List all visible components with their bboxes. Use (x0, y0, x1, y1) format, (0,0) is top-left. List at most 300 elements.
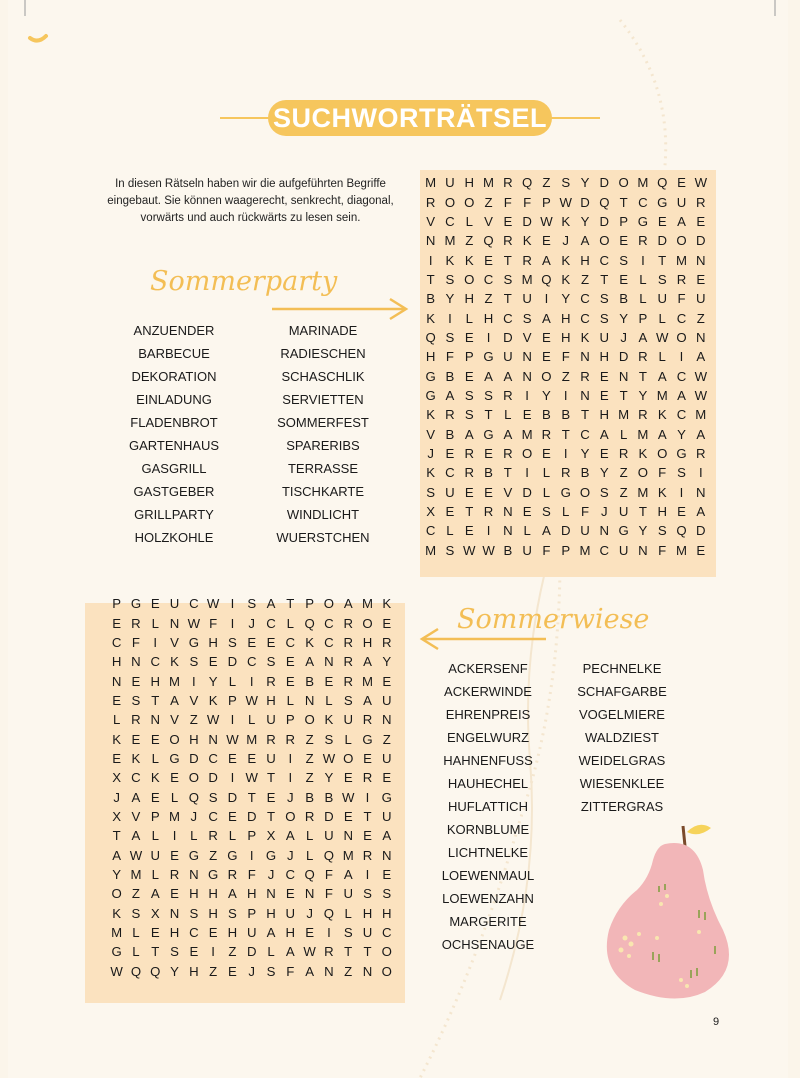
grid-cell: Z (305, 750, 314, 766)
grid-cell: I (365, 866, 370, 882)
grid-cell: E (285, 654, 295, 670)
grid-cell: B (305, 673, 315, 689)
grid-cell: K (426, 310, 436, 326)
grid-cell: I (448, 310, 452, 326)
grid-cell: M (169, 673, 181, 689)
grid-cell: L (228, 673, 237, 689)
grid-cell: U (246, 925, 257, 941)
grid-cell: Y (638, 387, 648, 403)
grid-cell: V (189, 692, 199, 708)
word-item: EHRENPREIS (445, 707, 531, 722)
grid-cell: E (542, 349, 551, 365)
grid-row (107, 710, 396, 729)
grid-cell: O (676, 233, 687, 249)
grid-cell: O (304, 712, 315, 728)
grid-cell: M (362, 596, 373, 612)
grid-cell: A (638, 329, 648, 345)
grid-cell: E (599, 387, 609, 403)
grid-cell: Y (382, 654, 392, 670)
grid-cell: F (503, 194, 512, 210)
grid-cell: S (131, 905, 141, 921)
word-item: KORNBLUME (446, 822, 530, 837)
grid-cell: Y (542, 387, 551, 403)
word-item: HUFLATTICH (448, 799, 528, 814)
word-item: SOMMERFEST (277, 415, 369, 430)
grid-cell: A (542, 252, 551, 268)
grid-cell: I (525, 387, 529, 403)
grid-cell: K (445, 252, 455, 268)
grid-cell: E (382, 770, 392, 786)
grid-cell: I (544, 291, 549, 307)
grid-cell: H (189, 963, 199, 979)
grid-cell: P (150, 808, 160, 824)
grid-cell: K (657, 407, 667, 423)
grid-cell: E (382, 866, 392, 882)
grid-cell: C (208, 808, 218, 824)
grid-cell: L (170, 789, 179, 805)
grid-cell: E (228, 750, 237, 766)
grid-cell: I (525, 465, 529, 481)
grid-cell: N (169, 905, 180, 921)
grid-cell: R (343, 673, 353, 689)
grid-cell: C (676, 310, 687, 326)
grid-cell: M (425, 175, 437, 191)
grid-cell: F (658, 465, 667, 481)
grid-cell: B (445, 426, 455, 442)
grid-cell: E (464, 368, 474, 384)
grid-row (107, 962, 396, 981)
grid-cell: D (599, 213, 610, 229)
grid-cell: C (503, 310, 513, 326)
grid-cell: R (503, 387, 513, 403)
grid-cell: P (305, 596, 315, 612)
grid-cell: E (189, 944, 199, 960)
grid-cell: L (190, 828, 198, 844)
grid-row (107, 729, 396, 748)
grid-cell: E (464, 329, 474, 345)
grid-cell: E (285, 886, 295, 902)
grid-cell: K (150, 770, 160, 786)
grid-cell: G (637, 213, 649, 229)
grid-cell: H (227, 925, 238, 941)
grid-cell: J (601, 504, 608, 520)
grid-cell: R (503, 233, 513, 249)
grid-cell: Z (209, 847, 218, 863)
grid-cell: L (446, 523, 454, 539)
grid-cell: L (542, 484, 551, 500)
grid-cell: S (522, 310, 532, 326)
grid-cell: N (343, 828, 353, 844)
grid-cell: G (188, 847, 199, 863)
puzzle1-wordlist-right (268, 319, 378, 549)
grid-cell: R (227, 866, 238, 882)
grid-cell: J (190, 808, 198, 824)
puzzle2-title: Sommerwiese (457, 604, 650, 635)
grid-cell: N (266, 886, 276, 902)
grid-cell: O (541, 368, 552, 384)
grid-row (107, 942, 396, 961)
puzzle1-grid (421, 173, 710, 560)
grid-row (421, 270, 710, 289)
grid-cell: Z (189, 712, 198, 728)
word-item: FLADENBROT (130, 415, 218, 430)
grid-cell: B (503, 542, 513, 558)
grid-cell: L (344, 731, 352, 747)
grid-cell: A (657, 426, 667, 442)
grid-cell: E (343, 808, 353, 824)
grid-cell: G (425, 387, 436, 403)
grid-row (421, 483, 710, 502)
grid-cell: F (677, 291, 686, 307)
grid-cell: H (246, 886, 257, 902)
grid-cell: E (247, 750, 257, 766)
grid-cell: C (285, 866, 296, 882)
grid-cell: W (341, 789, 355, 805)
word-item: VOGELMIERE (579, 707, 665, 722)
grid-cell: A (484, 368, 493, 384)
word-item: GRILLPARTY (134, 507, 214, 522)
grid-cell: R (169, 866, 180, 882)
grid-row (421, 328, 710, 347)
grid-cell: V (503, 484, 513, 500)
grid-cell: U (362, 925, 373, 941)
grid-cell: Z (580, 271, 590, 287)
grid-cell: L (112, 712, 121, 728)
grid-cell: I (172, 828, 177, 844)
grid-cell: S (657, 523, 667, 539)
grid-cell: Z (382, 731, 391, 747)
grid-cell: J (427, 445, 434, 461)
grid-cell: B (542, 407, 551, 423)
grid-cell: Q (483, 233, 494, 249)
grid-cell: K (112, 731, 122, 747)
grid-cell: H (599, 407, 610, 423)
word-item: PECHNELKE (582, 661, 662, 676)
grid-cell: A (445, 387, 455, 403)
grid-cell: L (305, 828, 314, 844)
grid-cell: P (247, 828, 257, 844)
grid-cell: A (305, 654, 315, 670)
grid-cell: Q (304, 866, 315, 882)
grid-cell: M (637, 175, 649, 191)
grid-cell: U (445, 484, 455, 500)
grid-cell: H (208, 886, 218, 902)
grid-cell: X (112, 770, 122, 786)
grid-cell: A (266, 596, 276, 612)
grid-cell: P (228, 692, 237, 708)
grid-cell: S (445, 329, 455, 345)
grid-row (421, 444, 710, 463)
grid-cell: Y (561, 291, 571, 307)
grid-cell: G (618, 523, 629, 539)
grid-cell: V (131, 808, 141, 824)
grid-cell: G (130, 596, 142, 612)
grid-cell: K (305, 634, 315, 650)
grid-row (421, 192, 710, 211)
grid-cell: R (464, 445, 474, 461)
grid-cell: F (247, 866, 256, 882)
word-item: WINDLICHT (286, 507, 360, 522)
grid-cell: N (425, 233, 436, 249)
grid-cell: U (343, 712, 353, 728)
grid-cell: A (112, 847, 122, 863)
word-item: HOLZKOHLE (134, 530, 214, 545)
grid-cell: T (658, 252, 667, 268)
grid-cell: B (305, 789, 315, 805)
grid-cell: D (618, 349, 629, 365)
grid-cell: A (382, 828, 392, 844)
grid-cell: I (230, 712, 235, 728)
grid-cell: U (503, 349, 513, 365)
grid-cell: T (363, 944, 372, 960)
grid-cell: H (362, 905, 373, 921)
grid-cell: F (658, 542, 667, 558)
grid-cell: W (559, 194, 572, 210)
grid-cell: S (170, 944, 179, 960)
grid-cell: K (561, 271, 571, 287)
grid-cell: D (560, 523, 571, 539)
grid-cell: G (483, 426, 494, 442)
grid-cell: Z (305, 770, 314, 786)
grid-cell: E (522, 407, 532, 423)
grid-cell: F (542, 542, 551, 558)
grid-cell: N (111, 673, 122, 689)
grid-cell: I (679, 484, 684, 500)
grid-cell: U (266, 750, 276, 766)
grid-cell: E (464, 484, 474, 500)
puzzle2-wordlist-left (432, 657, 544, 956)
word-item: SCHAFGARBE (577, 684, 667, 699)
grid-cell: C (599, 252, 610, 268)
grid-cell: T (286, 596, 295, 612)
grid-cell: F (561, 349, 570, 365)
grid-cell: E (542, 233, 551, 249)
grid-cell: S (343, 925, 353, 941)
grid-cell: U (522, 291, 532, 307)
grid-row (107, 633, 396, 652)
grid-cell: K (324, 712, 334, 728)
arrow-left-icon (418, 626, 550, 652)
grid-cell: R (304, 808, 315, 824)
grid-cell: E (112, 615, 122, 631)
grid-row (421, 463, 710, 482)
grid-cell: R (362, 712, 373, 728)
grid-cell: N (169, 615, 180, 631)
grid-cell: E (542, 329, 551, 345)
grid-cell: T (363, 808, 372, 824)
grid-cell: E (464, 523, 474, 539)
grid-cell: E (363, 750, 372, 766)
grid-cell: F (209, 615, 218, 631)
grid-row (421, 424, 710, 443)
grid-cell: A (343, 866, 353, 882)
grid-cell: Z (561, 368, 570, 384)
grid-cell: U (266, 712, 276, 728)
grid-cell: E (657, 213, 667, 229)
grid-cell: R (208, 828, 218, 844)
grid-cell: D (599, 175, 610, 191)
grid-cell: E (503, 213, 513, 229)
grid-cell: Z (696, 310, 705, 326)
grid-cell: I (486, 523, 491, 539)
grid-cell: T (503, 291, 512, 307)
grid-cell: Z (484, 194, 493, 210)
grid-cell: I (153, 634, 158, 650)
grid-row (107, 923, 396, 942)
grid-cell: W (226, 731, 239, 747)
grid-cell: V (484, 213, 493, 229)
grid-cell: B (324, 789, 334, 805)
grid-cell: U (343, 886, 353, 902)
grid-cell: M (362, 673, 373, 689)
grid-cell: Y (580, 213, 590, 229)
grid-cell: R (580, 368, 590, 384)
grid-cell: D (246, 808, 257, 824)
grid-cell: M (342, 847, 354, 863)
grid-cell: L (639, 291, 647, 307)
grid-cell: B (619, 291, 629, 307)
grid-cell: L (658, 310, 666, 326)
grid-cell: I (486, 329, 491, 345)
grid-cell: W (482, 542, 495, 558)
grid-row (107, 787, 396, 806)
grid-row (107, 691, 396, 710)
grid-cell: B (445, 368, 455, 384)
grid-cell: K (426, 407, 436, 423)
grid-cell: Z (465, 233, 474, 249)
grid-cell: I (563, 445, 568, 461)
word-item: LOEWENMAUL (441, 868, 535, 883)
grid-cell: I (288, 770, 293, 786)
grid-cell: T (580, 407, 590, 423)
grid-cell: R (541, 426, 552, 442)
grid-cell: H (362, 634, 373, 650)
grid-cell: U (285, 905, 296, 921)
grid-cell: A (696, 504, 706, 520)
grid-cell: H (189, 731, 199, 747)
grid-cell: T (503, 465, 512, 481)
grid-cell: L (504, 407, 512, 423)
grid-cell: D (657, 233, 667, 249)
grid-cell: L (248, 712, 256, 728)
grid-cell: T (561, 426, 570, 442)
grid-cell: S (503, 271, 513, 287)
grid-cell: Y (677, 426, 686, 442)
grid-cell: N (324, 963, 334, 979)
grid-cell: E (484, 484, 493, 500)
grid-cell: M (483, 175, 495, 191)
grid-cell: A (285, 944, 295, 960)
grid-cell: Z (209, 963, 218, 979)
grid-cell: E (247, 634, 257, 650)
grid-cell: A (677, 387, 686, 403)
grid-cell: E (228, 808, 237, 824)
grid-cell: R (343, 615, 353, 631)
grid-cell: W (187, 615, 201, 631)
grid-cell: K (657, 484, 667, 500)
grid-cell: B (484, 465, 493, 481)
grid-cell: M (521, 426, 533, 442)
grid-cell: O (657, 445, 668, 461)
grid-cell: C (599, 542, 610, 558)
grid-cell: O (381, 944, 392, 960)
grid-cell: W (245, 770, 258, 786)
grid-cell: I (428, 252, 433, 268)
grid-cell: B (580, 465, 590, 481)
grid-row (421, 308, 710, 327)
word-item: ACKERSENF (448, 661, 528, 676)
grid-cell: S (382, 886, 392, 902)
grid-cell: S (131, 692, 141, 708)
grid-cell: L (267, 944, 275, 960)
grid-cell: V (426, 213, 436, 229)
grid-cell: R (503, 445, 513, 461)
page-title: SUCHWORTRÄTSEL (268, 100, 552, 136)
grid-cell: E (343, 770, 353, 786)
grid-cell: E (677, 175, 686, 191)
grid-cell: M (521, 271, 533, 287)
grid-cell: V (426, 426, 436, 442)
grid-cell: K (561, 213, 571, 229)
grid-cell: S (464, 387, 474, 403)
grid-cell: I (211, 944, 215, 960)
grid-cell: L (619, 426, 628, 442)
grid-cell: G (483, 349, 494, 365)
grid-cell: G (362, 731, 373, 747)
grid-cell: C (324, 615, 334, 631)
grid-cell: T (600, 271, 609, 287)
grid-cell: U (618, 542, 629, 558)
grid-cell: Z (344, 963, 353, 979)
grid-cell: R (638, 233, 648, 249)
grid-row (421, 347, 710, 366)
grid-cell: K (170, 654, 179, 670)
grid-cell: E (599, 445, 609, 461)
grid-cell: G (657, 194, 668, 210)
grid-cell: T (619, 194, 628, 210)
grid-cell: C (246, 654, 257, 670)
grid-cell: R (266, 731, 276, 747)
grid-cell: T (484, 407, 493, 423)
grid-cell: E (266, 789, 276, 805)
grid-cell: U (382, 808, 392, 824)
grid-cell: N (696, 329, 706, 345)
word-item: OCHSENAUGE (441, 937, 535, 952)
grid-cell: N (580, 387, 590, 403)
grid-cell: I (192, 673, 196, 689)
grid-cell: Z (131, 886, 140, 902)
grid-cell: L (305, 847, 314, 863)
grid-cell: L (465, 213, 473, 229)
grid-cell: G (676, 445, 687, 461)
grid-cell: S (363, 886, 372, 902)
grid-cell: S (266, 963, 276, 979)
grid-cell: M (425, 542, 437, 558)
grid-cell: K (638, 445, 648, 461)
grid-cell: H (580, 252, 590, 268)
grid-cell: A (305, 963, 315, 979)
grid-cell: A (285, 828, 295, 844)
grid-cell: C (382, 925, 392, 941)
word-item: WEIDELGRAS (578, 753, 666, 768)
grid-cell: E (305, 925, 315, 941)
grid-cell: E (363, 828, 372, 844)
word-item: ACKERWINDE (444, 684, 532, 699)
grid-cell: Z (305, 731, 314, 747)
grid-cell: U (150, 847, 160, 863)
grid-cell: T (266, 808, 276, 824)
grid-cell: U (382, 692, 392, 708)
